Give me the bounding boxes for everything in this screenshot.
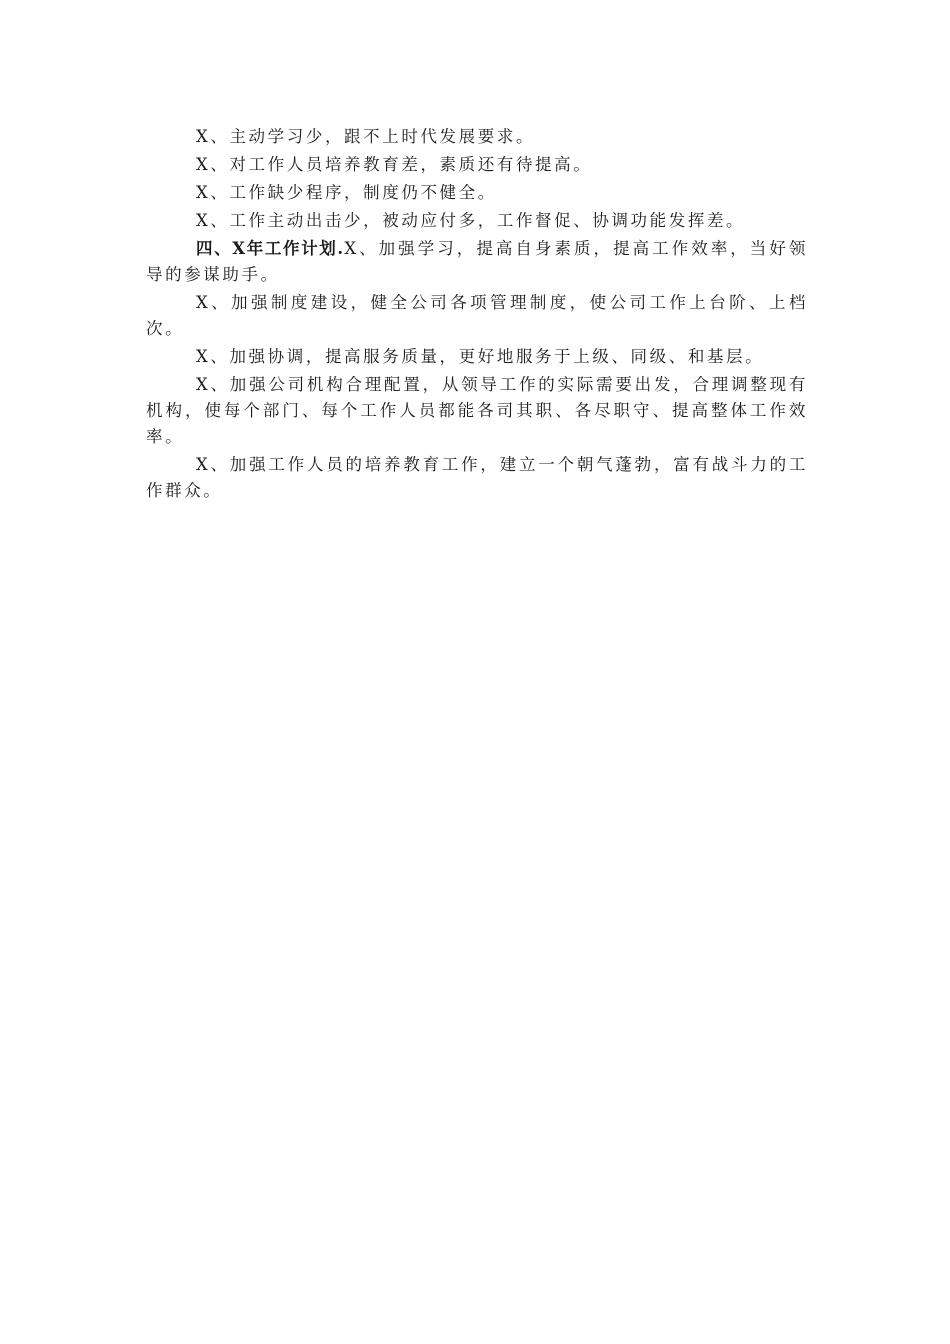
paragraph-text: X、主动学习少，跟不上时代发展要求。 [196, 127, 536, 146]
paragraph-3 [146, 180, 808, 206]
paragraph-text: X、加强公司机构合理配置，从领导工作的实际需要出发，合理调整现有机构，使每个部门、每个工作人员都能各司其职、各尽职守、提高整体工作效率。 [146, 375, 808, 446]
paragraph-5-work-plan [146, 236, 808, 288]
paragraph-text: X、对工作人员培养教育差，素质还有待提高。 [196, 155, 593, 174]
paragraph-text: X、工作缺少程序，制度仍不健全。 [196, 183, 497, 202]
paragraph-1 [146, 124, 808, 150]
paragraph-7 [146, 344, 808, 370]
section-heading: 四、X年工作计划. [196, 239, 345, 258]
paragraph-4 [146, 208, 808, 234]
paragraph-9 [146, 452, 808, 504]
paragraph-text: X、加强学习，提高自身素质，提高工作效率，当好领导的参谋助手。 [146, 239, 808, 284]
paragraph-text: X、加强工作人员的培养教育工作，建立一个朝气蓬勃，富有战斗力的工作群众。 [146, 455, 808, 500]
paragraph-6 [146, 290, 808, 342]
paragraph-text: X、加强制度建设，健全公司各项管理制度，使公司工作上台阶、上档次。 [146, 293, 808, 338]
paragraph-text: X、工作主动出击少，被动应付多，工作督促、协调功能发挥差。 [196, 211, 746, 230]
document-body [146, 124, 808, 504]
paragraph-8 [146, 372, 808, 450]
paragraph-text: X、加强协调，提高服务质量，更好地服务于上级、同级、和基层。 [196, 347, 765, 366]
paragraph-2 [146, 152, 808, 178]
